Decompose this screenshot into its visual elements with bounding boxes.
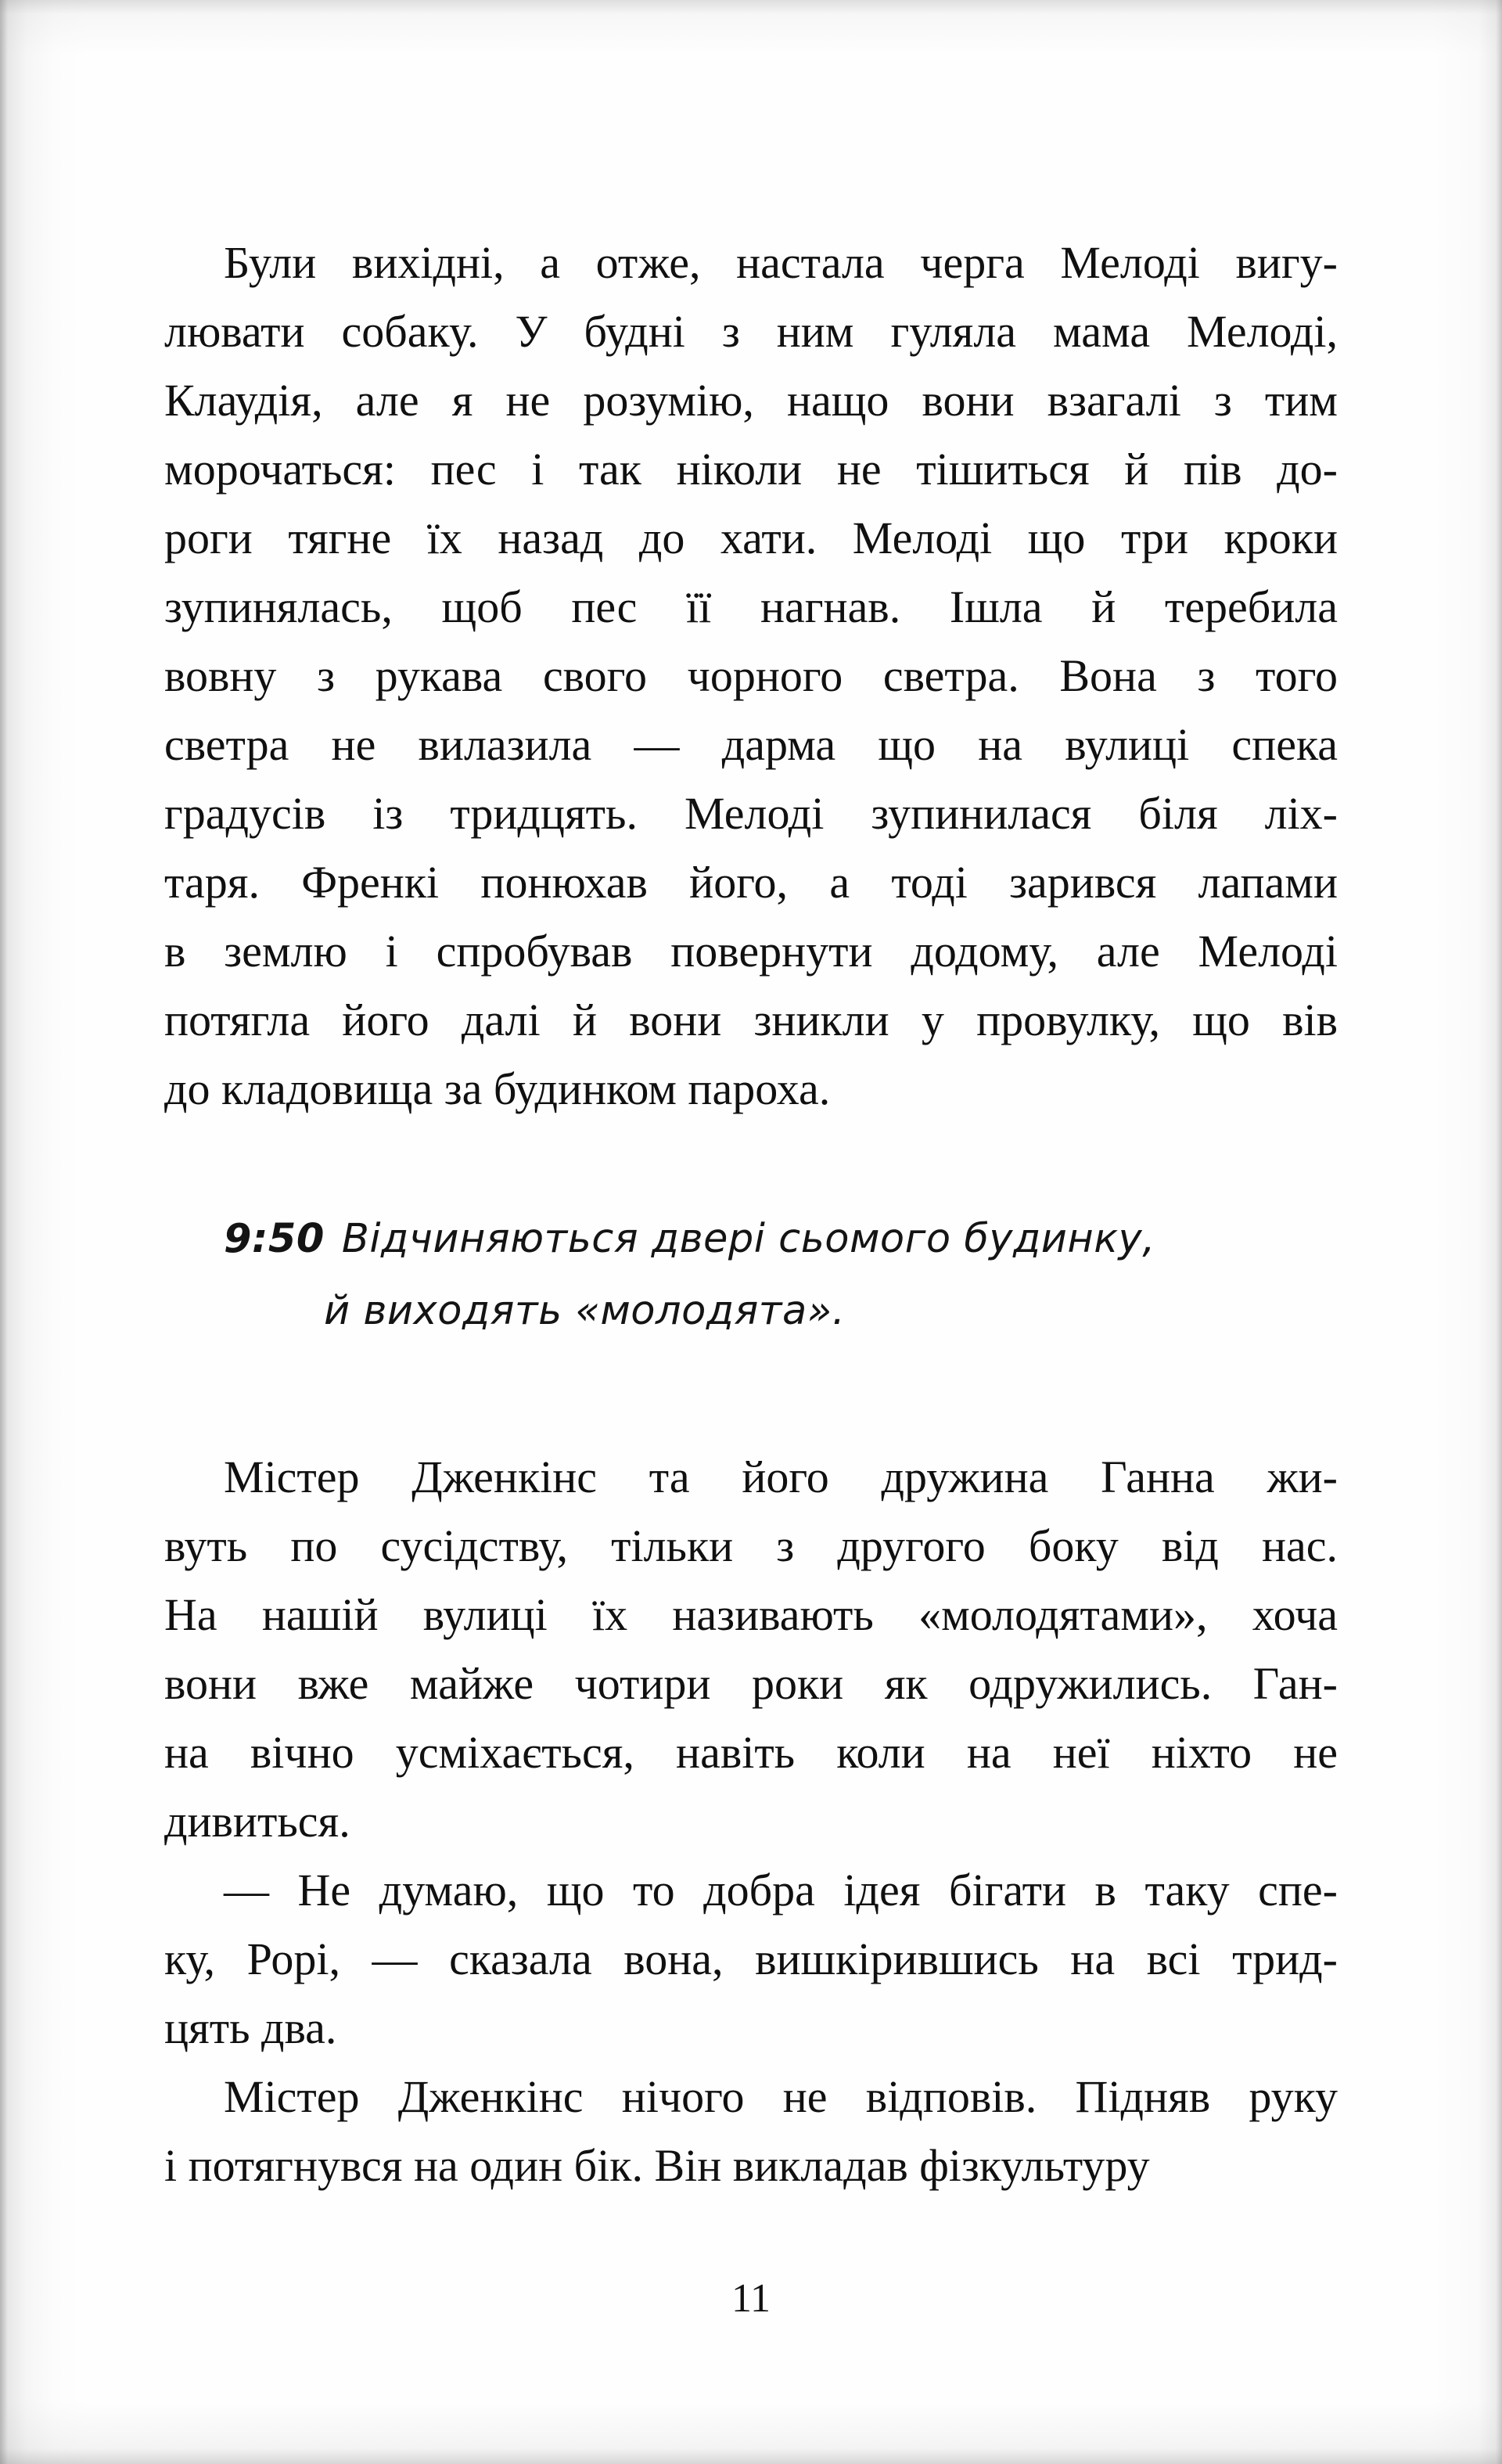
text-line: вовну з рукава свого чорного светра. Вона з того [164,650,1338,701]
text-line: лювати собаку. У будні з ним гуляла мама Мелоді, [164,306,1338,357]
timestamp-time: 9:50 [224,1216,325,1262]
text-line: цять два. [164,2002,337,2053]
text-line: Клаудія, але я не розумію, нащо вони взагалі з тим [164,375,1338,426]
timestamp-text: Відчиняються двері сьомого будинку, [341,1216,1155,1262]
page-edge-shadow-bottom [0,2401,1502,2464]
text-line: светра не вилазила — дарма що на вулиці спека [164,719,1338,770]
text-line: і потягнувся на один бік. Він викладав фізкультуру [164,2140,1150,2191]
timestamp-note [224,1203,1338,1347]
text-line: потягла його далі й вони зникли у провулку, що вів [164,995,1338,1045]
text-line: дивиться. [164,1796,350,1847]
text-line: Містер Дженкінс нічого не відповів. Підняв руку [224,2071,1338,2122]
text-line: до кладовища за будинком пароха. [164,1063,831,1114]
text-line: вуть по сусідству, тільки з другого боку від нас. [164,1520,1338,1571]
paragraph [164,1856,1338,2063]
text-line: таря. Френкі понюхав його, а тоді зарився лапами [164,857,1338,908]
text-line: — Не думаю, що то добра ідея бігати в таку спе- [224,1865,1338,1915]
text-line: й виходять «молодята». [324,1288,846,1334]
text-line: в землю і спробував повернути додому, але Мелоді [164,926,1338,977]
paragraph [164,1443,1338,1856]
text-line [224,1203,1338,1275]
text-block [164,0,1338,2322]
page-number: 11 [731,2276,771,2321]
text-line: На нашій вулиці їх називають «молодятами», хоча [164,1589,1338,1640]
text-line: Містер Дженкінс та його дружина Ганна жи- [224,1451,1338,1502]
text-line: зупинялась, щоб пес її нагнав. Ішла й теребила [164,581,1338,632]
paragraph [164,2063,1338,2200]
text-line: Були вихідні, а отже, настала черга Мелоді вигу- [224,237,1338,288]
text-line: вони вже майже чотири роки як одружились. Ган- [164,1658,1338,1709]
paragraph [164,228,1338,1124]
text-line: ку, Рорі, — сказала вона, вишкірившись на всі трид- [164,1933,1338,1984]
page-edge-shadow-right [1432,0,1502,2464]
text-line: на вічно усміхається, навіть коли на неї ніхто не [164,1727,1338,1778]
text-line: морочаться: пес і так ніколи не тішиться й пів до- [164,444,1338,495]
page-edge-shadow-left [0,0,86,2464]
text-line: градусів із тридцять. Мелоді зупинилася біля ліх- [164,788,1338,839]
text-line: роги тягне їх назад до хати. Мелоді що три кроки [164,513,1338,563]
